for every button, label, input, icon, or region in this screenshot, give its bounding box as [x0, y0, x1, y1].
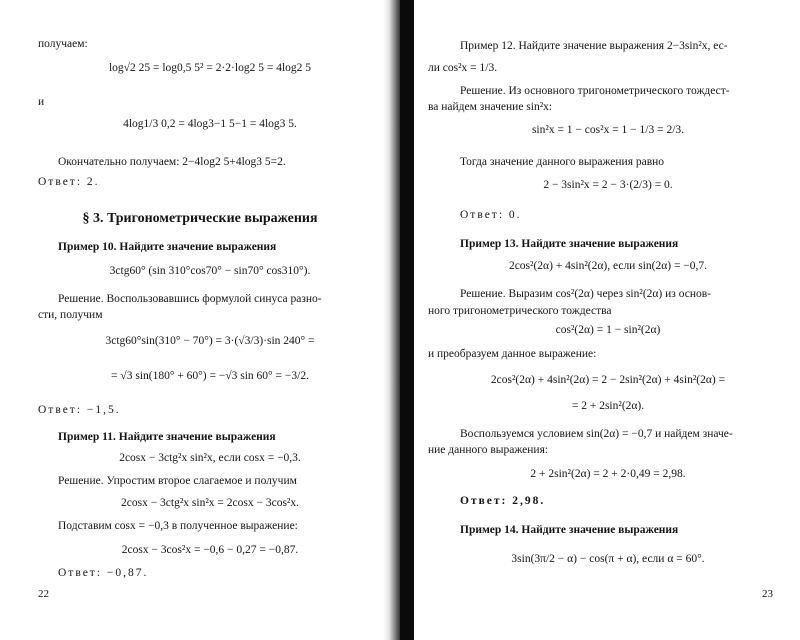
- text-line: ва найдем значение sin²x:: [428, 101, 553, 113]
- formula-line: 2cos²(2α) + 4sin²(2α) = 2 − 2sin²(2α) + 4sin²(2α) =: [490, 374, 726, 386]
- example-heading: Пример 12. Найдите значение выражения 2−3sin²x, ес-: [460, 40, 728, 52]
- formula-line: sin²x = 1 − cos²x = 1 − 1/3 = 2/3.: [531, 124, 685, 136]
- text-line: Решение. Выразим cos²(2α) через sin²(2α) из основ-: [460, 288, 712, 300]
- formula-line: 2 + 2sin²(2α) = 2 + 2·0,49 = 2,98.: [530, 468, 686, 480]
- text-line: Решение. Из основного тригонометрического тождест-: [460, 85, 730, 97]
- formula-line: cos²(2α) = 1 − sin²(2α): [555, 324, 661, 336]
- text-line: Воспользуемся условием sin(2α) = −0,7 и найдем значе-: [460, 428, 733, 440]
- formula-line: 2cosx − 3ctg²x sin²x = 2cosx − 3cos²x.: [120, 497, 299, 509]
- text-line: ние данного выражения:: [428, 444, 549, 456]
- left-page: [0, 0, 388, 640]
- formula-line: 2 − 3sin²x = 2 − 3·(2/3) = 0.: [543, 179, 673, 191]
- text-line: и: [38, 96, 45, 108]
- text-line: сти, получим: [38, 309, 103, 321]
- formula-line: 2cosx − 3cos²x = −0,6 − 0,27 = −0,87.: [121, 544, 299, 556]
- formula-line: 3sin(3π/2 − α) − cos(π + α), если α = 60°.: [511, 553, 705, 565]
- formula-line: 3ctg60° (sin 310°cos70° − sin70° cos310°).: [109, 265, 311, 277]
- text-line: ного тригонометрического тождества: [428, 305, 612, 317]
- formula-line: 4log1/3 0,2 = 4log3−1 5−1 = 4log3 5.: [123, 118, 297, 130]
- formula-line: 2cosx − 3ctg²x sin²x, если cosx = −0,3.: [119, 452, 301, 464]
- formula-line: = √3 sin(180° + 60°) = −√3 sin 60° = −3/2.: [111, 370, 309, 382]
- example-heading: Пример 10. Найдите значение выражения: [58, 241, 277, 253]
- formula-line: log√2 25 = log0,5 5² = 2·2·log2 5 = 4log2 5: [108, 62, 312, 74]
- section-heading: § 3. Тригонометрические выражения: [82, 211, 318, 226]
- example-heading: Пример 11. Найдите значение выражения: [58, 431, 276, 443]
- example-heading: Пример 14. Найдите значение выражения: [460, 524, 679, 536]
- text-line: Окончательно получаем: 2−4log2 5+4log3 5=2.: [58, 156, 286, 168]
- answer-line: Ответ: 0.: [460, 209, 522, 221]
- formula-line: = 2 + 2sin²(2α).: [571, 400, 645, 412]
- answer-line: Ответ: 2.: [38, 176, 100, 188]
- text-line: ли cos²x = 1/3.: [428, 62, 498, 74]
- page-number: 22: [38, 588, 49, 600]
- text-line: и преобразуем данное выражение:: [428, 348, 597, 360]
- answer-line: Ответ: −1,5.: [38, 404, 121, 416]
- formula-line: 2cos²(2α) + 4sin²(2α), если sin(2α) = −0,7.: [508, 260, 708, 272]
- text-line: Тогда значение данного выражения равно: [460, 156, 665, 168]
- text-line: Решение. Упростим второе слагаемое и получим: [58, 475, 297, 487]
- text-line: Решение. Воспользовавшись формулой синуса разно-: [58, 293, 322, 305]
- right-page: [408, 0, 800, 640]
- answer-line: Ответ: 2,98.: [460, 495, 546, 507]
- text-line: Подставим cosx = −0,3 в полученное выражение:: [58, 520, 298, 532]
- formula-line: 3ctg60°sin(310° − 70°) = 3·(√3/3)·sin 240° =: [105, 335, 315, 347]
- answer-line: Ответ: −0,87.: [58, 567, 149, 579]
- page-number: 23: [762, 588, 773, 600]
- example-heading: Пример 13. Найдите значение выражения: [460, 238, 679, 250]
- text-line: получаем:: [38, 38, 88, 50]
